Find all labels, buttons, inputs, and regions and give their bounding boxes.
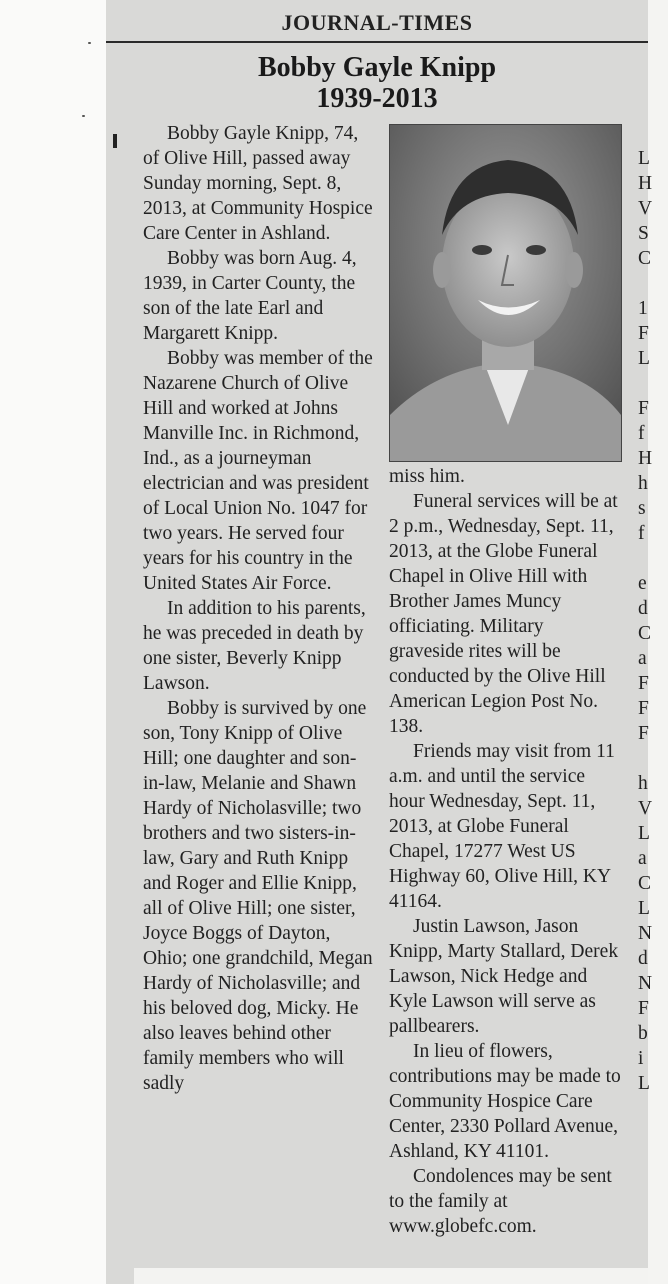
speck [82,115,85,117]
page-margin [0,0,106,1284]
paragraph: Condolences may be sent to the family at www.globefc.com. [389,1166,612,1237]
obituary-title [106,52,648,114]
paragraph: In lieu of flowers, contributions may be made to Community Hospice Care Center, 2330 Pollard Avenue, Ashland, KY 41101. [389,1041,621,1162]
margin-mark [113,134,117,148]
masthead-rule [106,41,648,43]
paragraph: Bobby is survived by one son, Tony Knipp of Olive Hill; one daughter and son-in-law, Melanie and Shawn Hardy of Nicholasville; two brothers and two sisters-in-law, Gary and Ruth Knipp and Roger and Ellie Knipp, all of Olive Hill; one sister, Joyce Boggs of Dayton, Ohio; one grandchild, Megan Hardy of Nicholasville; and his beloved dog, Micky. He also leaves behind other family members who will sadly [143,698,373,1094]
obituary-years: 1939-2013 [316,83,438,114]
paragraph: Bobby Gayle Knipp, 74, of Olive Hill, passed away Sunday morning, Sept. 8, 2013, at Community Hospice Care Center in Ashland. [143,123,373,244]
masthead: JOURNAL-TIMES [281,10,473,35]
text-column-3-cropped: L H V S C 1 F L F f H h s f e d C a F F F h V L a C L N d N F b i L [638,148,653,1094]
paragraph: Bobby was born Aug. 4, 1939, in Carter County, the son of the late Earl and Margarett Knipp. [143,248,357,344]
paragraph: Justin Lawson, Jason Knipp, Marty Stallard, Derek Lawson, Nick Hedge and Kyle Lawson will serve as pallbearers. [389,916,619,1037]
paragraph: miss him. [389,466,465,487]
portrait-illustration [390,125,621,461]
paragraph: Friends may visit from 11 a.m. and until the service hour Wednesday, Sept. 11, 2013, at Globe Funeral Chapel, 17277 West US Highway 60, Olive Hill, KY 41164. [389,741,615,912]
clipping-edge [134,1268,648,1284]
portrait-photo [389,124,622,462]
speck [88,42,91,44]
paragraph: In addition to his parents, he was preceded in death by one sister, Beverly Knipp Lawson. [143,598,366,694]
paragraph: Funeral services will be at 2 p.m., Wednesday, Sept. 11, 2013, at the Globe Funeral Chapel in Olive Hill with Brother James Muncy officiating. Military graveside rites will be conducted by the Olive Hill American Legion Post No. 138. [389,491,618,737]
text-column-2 [389,464,623,1239]
obituary-name: Bobby Gayle Knipp [257,52,497,83]
text-column-1 [143,121,375,1096]
paragraph: Bobby was member of the Nazarene Church of Olive Hill and worked at Johns Manville Inc. in Richmond, Ind., as a journeyman electrician and was president of Local Union No. 1047 for two years. He served four years for his country in the United States Air Force. [143,348,373,594]
